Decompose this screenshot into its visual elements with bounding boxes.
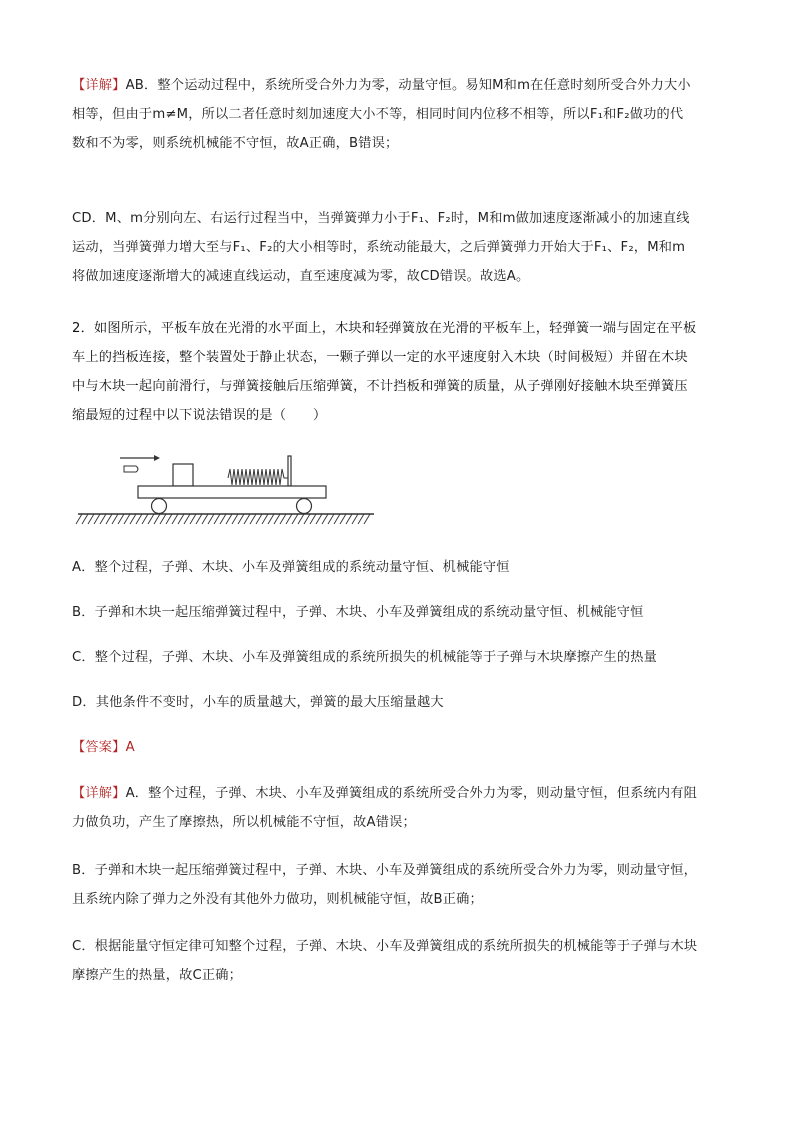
detail-b-line-1: B．子弹和木块一起压缩弹簧过程中，子弹、木块、小车及弹簧组成的系统所受合外力为零，则动量守恒， <box>72 863 698 878</box>
question-line-3: 中与木块一起向前滑行，与弹簧接触后压缩弹簧，不计挡板和弹簧的质量，从子弹刚好接触木块至弹簧压 <box>72 379 688 394</box>
wooden-block <box>173 464 193 486</box>
detail-tag: 【详解】 <box>72 78 126 93</box>
detail-c-line-1: C．根据能量守恒定律可知整个过程，子弹、木块、小车及弹簧组成的系统所损失的机械能等于子弹与木块 <box>72 939 698 954</box>
bullet <box>124 466 138 472</box>
option-c <box>72 643 732 672</box>
cart-spring-figure <box>72 452 382 534</box>
detail-ab-line-1 <box>72 71 732 100</box>
detail-option-c <box>72 932 732 990</box>
question-line-1: 2．如图所示，平板车放在光滑的水平面上，木块和轻弹簧放在光滑的平板车上，轻弹簧一端与固定在平板 <box>72 321 697 336</box>
detail-ab-line-2: 相等，但由于m≠M，所以二者任意时刻加速度大小不等，相同时间内位移不相等，所以F₁和F₂做功的代 <box>72 107 684 122</box>
velocity-arrowhead <box>154 455 160 461</box>
option-b <box>72 598 732 627</box>
answer-value: A <box>125 740 135 755</box>
answer <box>72 733 732 762</box>
detail-option-b <box>72 856 732 914</box>
right-wheel <box>297 499 312 514</box>
question-line-2: 车上的挡板连接，整个装置处于静止状态，一颗子弹以一定的水平速度射入木块（时间极短）并留在木块 <box>72 350 688 365</box>
option-d <box>72 688 732 717</box>
detail-a-line-1 <box>72 779 732 808</box>
option-b-text: B．子弹和木块一起压缩弹簧过程中，子弹、木块、小车及弹簧组成的系统动量守恒、机械能守恒 <box>72 605 644 620</box>
option-d-text: D．其他条件不变时，小车的质量越大，弹簧的最大压缩量越大 <box>72 695 444 710</box>
detail-ab-line-3: 数和不为零，则系统机械能不守恒，故A正确，B错误； <box>72 136 399 151</box>
detail-cd-line-1: CD．M、m分别向左、右运行过程当中，当弹簧弹力小于F₁、F₂时，M和m做加速度逐渐减小的加速直线 <box>72 211 690 226</box>
option-a <box>72 553 732 582</box>
ground-hatching <box>76 514 370 524</box>
cart-board <box>138 486 326 498</box>
answer-tag: 【答案】 <box>72 740 126 755</box>
left-wheel <box>152 499 167 514</box>
detail-ab <box>72 71 732 158</box>
detail-text: AB．整个运动过程中，系统所受合外力为零，动量守恒。易知M和m在任意时刻所受合外力大小 <box>125 78 691 93</box>
detail-c-line-2: 摩擦产生的热量，故C正确； <box>72 968 243 983</box>
option-c-text: C．整个过程，子弹、木块、小车及弹簧组成的系统所损失的机械能等于子弹与木块摩擦产生的热量 <box>72 650 658 665</box>
detail-tag: 【详解】 <box>72 786 126 801</box>
question-line-4: 缩最短的过程中以下说法错误的是（ ） <box>72 408 327 423</box>
detail-cd <box>72 204 732 291</box>
detail-a-line-2: 力做负功，产生了摩擦热，所以机械能不守恒，故A错误； <box>72 815 416 830</box>
detail-cd-line-3: 将做加速度逐渐增大的减速直线运动，直至速度减为零，故CD错误。故选A。 <box>72 269 530 284</box>
detail-cd-line-2: 运动，当弹簧弹力增大至与F₁、F₂的大小相等时，系统动能最大，之后弹簧弹力开始大于F₁、F₂，M和m <box>72 240 686 255</box>
spring <box>228 469 288 485</box>
question-2 <box>72 314 732 430</box>
detail-b-line-2: 且系统内除了弹力之外没有其他外力做功，则机械能守恒，故B正确； <box>72 892 483 907</box>
option-a-text: A．整个过程，子弹、木块、小车及弹簧组成的系统动量守恒、机械能守恒 <box>72 560 510 575</box>
baffle-plate <box>288 456 291 486</box>
detail-a-text: A．整个过程，子弹、木块、小车及弹簧组成的系统所受合外力为零，则动量守恒，但系统内有阻 <box>125 786 698 801</box>
detail-option-a <box>72 779 732 837</box>
